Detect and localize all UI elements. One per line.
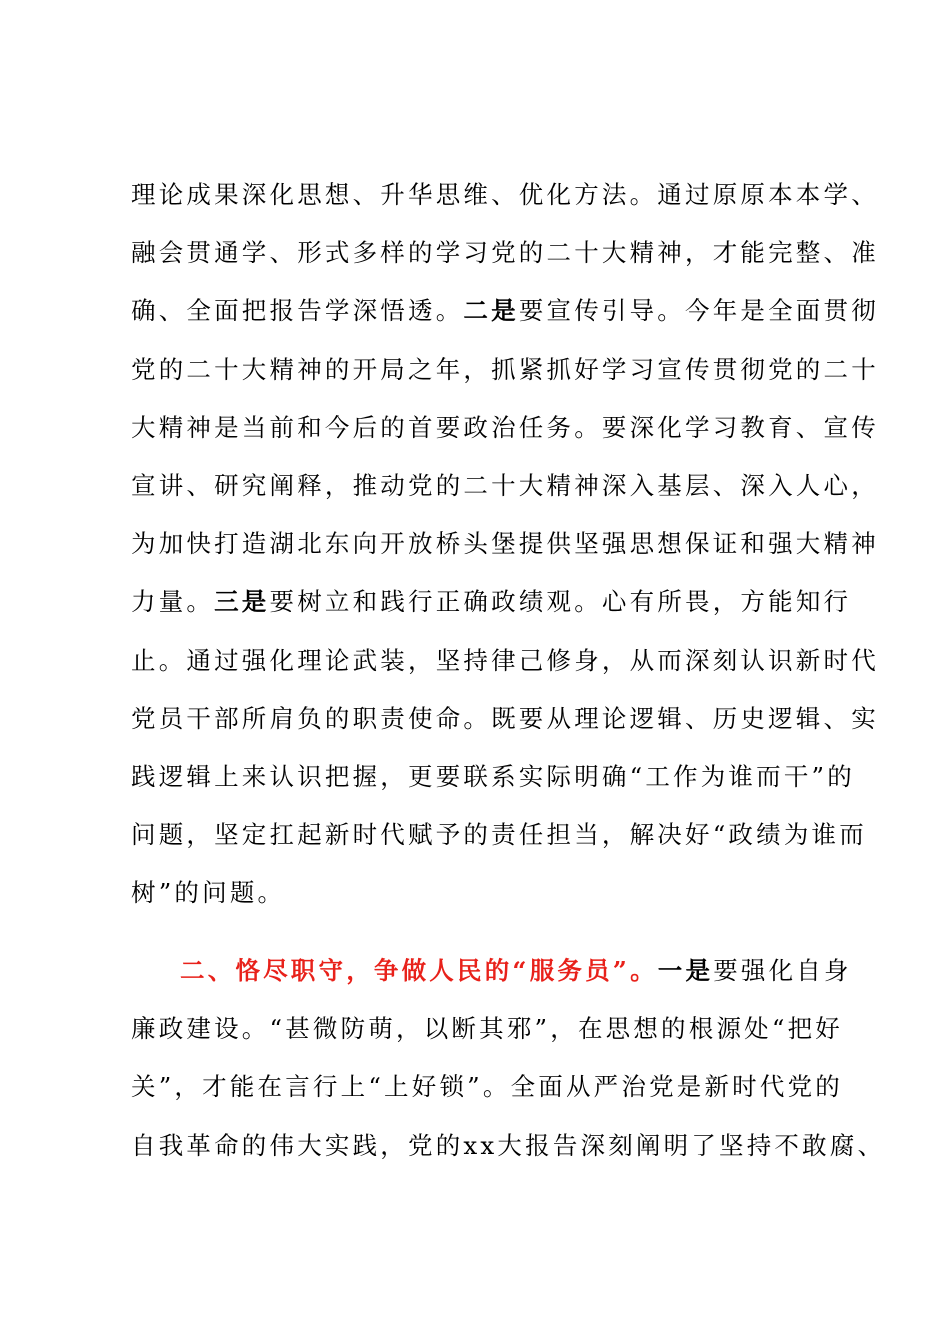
text-line: 二、恪尽职守，争做人民的“服务员”。一是要强化自身 xyxy=(180,956,852,985)
text-line: 融会贯通学、形式多样的学习党的二十大精神，才能完整、准 xyxy=(131,238,879,268)
text-line: 自我革命的伟大实践，党的xx大报告深刻阐明了坚持不敢腐、 xyxy=(131,1130,886,1160)
text-line: 廉政建设。“甚微防萌，以断其邪”，在思想的根源处“把好 xyxy=(131,1014,843,1044)
body-paragraph-2 xyxy=(131,952,886,1185)
section-heading: 二、恪尽职守，争做人民的“服务员”。 xyxy=(180,956,658,985)
text-line: 践逻辑上来认识把握，更要联系实际明确“工作为谁而干”的 xyxy=(131,761,855,791)
point-marker-second: 二是 xyxy=(463,296,519,326)
text-line: 树”的问题。 xyxy=(131,878,286,908)
text-line: 问题，坚定扛起新时代赋予的责任担当，解决好“政绩为谁而 xyxy=(131,820,867,850)
point-marker-third: 三是 xyxy=(214,587,270,617)
text-line: 宣讲、研究阐释，推动党的二十大精神深入基层、深入人心， xyxy=(131,470,879,500)
point-marker-first: 一是 xyxy=(657,956,714,985)
text-line: 力量。三是要树立和践行正确政绩观。心有所畏，方能知行 xyxy=(131,587,852,617)
text-line: 关”，才能在言行上“上好锁”。全面从严治党是新时代党的 xyxy=(131,1072,843,1102)
text-line: 党员干部所肩负的职责使命。既要从理论逻辑、历史逻辑、实 xyxy=(131,703,879,733)
text-line: 大精神是当前和今后的首要政治任务。要深化学习教育、宣传 xyxy=(131,412,879,442)
text-line: 止。通过强化理论武装，坚持律己修身，从而深刻认识新时代 xyxy=(131,645,879,675)
text-line: 理论成果深化思想、升华思维、优化方法。通过原原本本学、 xyxy=(131,180,879,209)
text-line: 为加快打造湖北东向开放桥头堡提供坚强思想保证和强大精神 xyxy=(131,529,879,559)
text-line: 确、全面把报告学深悟透。二是要宣传引导。今年是全面贯彻 xyxy=(131,296,879,326)
text-line: 党的二十大精神的开局之年，抓紧抓好学习宣传贯彻党的二十 xyxy=(131,354,879,384)
body-paragraph-1 xyxy=(131,176,879,932)
